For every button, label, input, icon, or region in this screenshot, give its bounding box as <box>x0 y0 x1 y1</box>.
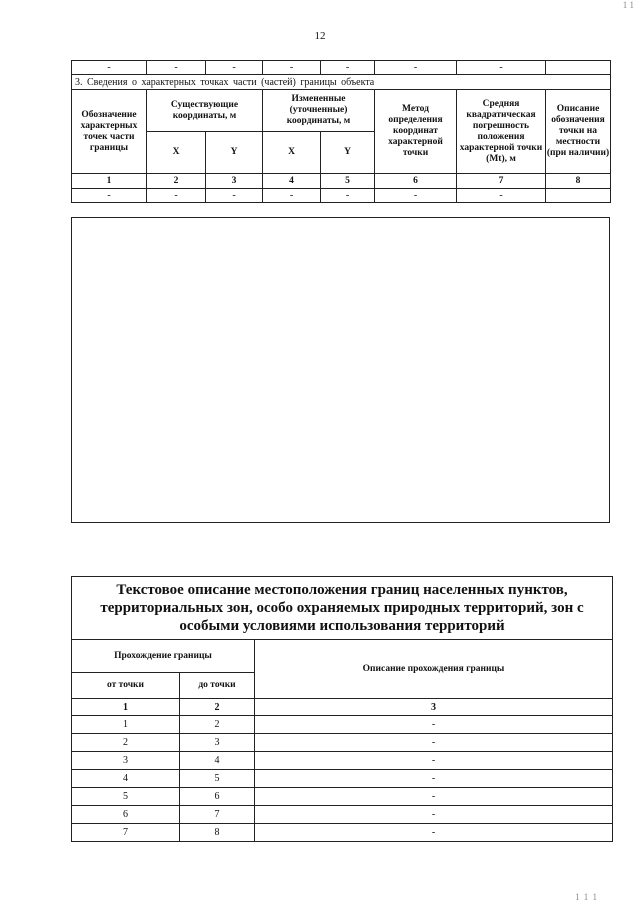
table-row <box>72 770 613 788</box>
from-cell: 6 <box>72 806 180 824</box>
table-cell: - <box>206 61 263 75</box>
header-mean-error: Средняя квадратическая погрешность положения характерной точки (Mt), м <box>457 90 546 174</box>
table-row <box>72 788 613 806</box>
table-cell: - <box>375 61 457 75</box>
description-cell: - <box>255 788 613 806</box>
table-cell: - <box>206 189 263 203</box>
header-description: Описание обозначения точки на местности (при наличии) <box>546 90 611 174</box>
table-row <box>72 752 613 770</box>
header-changed-coords: Измененные (уточненные) координаты, м <box>263 90 375 132</box>
description-cell: - <box>255 824 613 842</box>
to-cell: 7 <box>180 806 255 824</box>
table-cell: - <box>321 189 375 203</box>
page-number: 12 <box>314 30 326 42</box>
description-cell: - <box>255 716 613 734</box>
header-x: X <box>147 132 206 174</box>
footer-mark: 1 1 1 <box>575 892 598 902</box>
from-cell: 5 <box>72 788 180 806</box>
description-cell: - <box>255 752 613 770</box>
table-row <box>72 61 611 75</box>
description-cell: - <box>255 770 613 788</box>
from-cell: 2 <box>72 734 180 752</box>
header-boundary-passage: Прохождение границы <box>72 640 255 673</box>
table-cell <box>546 189 611 203</box>
header-designation: Обозначение характерных точек части границы <box>72 90 147 174</box>
table-row <box>72 189 611 203</box>
description-cell: - <box>255 734 613 752</box>
corner-mark: 1 1 <box>622 0 634 10</box>
to-cell: 3 <box>180 734 255 752</box>
column-number: 1 <box>72 174 147 189</box>
column-numbers-row <box>72 699 613 716</box>
from-cell: 3 <box>72 752 180 770</box>
to-cell: 2 <box>180 716 255 734</box>
from-cell: 4 <box>72 770 180 788</box>
header-existing-coords: Существующие координаты, м <box>147 90 263 132</box>
table-cell: - <box>457 189 546 203</box>
column-number: 2 <box>180 699 255 716</box>
header-from-point: от точки <box>72 673 180 699</box>
table-cell: - <box>147 61 206 75</box>
to-cell: 6 <box>180 788 255 806</box>
column-number: 2 <box>147 174 206 189</box>
points-table <box>71 60 611 203</box>
header-x: X <box>263 132 321 174</box>
table-row <box>72 734 613 752</box>
table-cell: - <box>263 189 321 203</box>
from-cell: 7 <box>72 824 180 842</box>
header-y: Y <box>321 132 375 174</box>
from-cell: 1 <box>72 716 180 734</box>
description-cell: - <box>255 806 613 824</box>
empty-box <box>71 217 610 523</box>
column-number: 1 <box>72 699 180 716</box>
table-cell: - <box>72 189 147 203</box>
table-cell: - <box>263 61 321 75</box>
column-number: 6 <box>375 174 457 189</box>
column-number: 3 <box>255 699 613 716</box>
column-number: 8 <box>546 174 611 189</box>
to-cell: 4 <box>180 752 255 770</box>
table-title: Текстовое описание местоположения границ населенных пунктов, территориальных зон, особо охраняемых природных территорий, зон с особыми условиями использования территорий <box>72 577 613 640</box>
section-title: 3. Сведения о характерных точках части (частей) границы объекта <box>72 75 611 90</box>
table-row <box>72 824 613 842</box>
to-cell: 8 <box>180 824 255 842</box>
header-y: Y <box>206 132 263 174</box>
header-method: Метод определения координат характерной точки <box>375 90 457 174</box>
table-cell: - <box>147 189 206 203</box>
column-number: 4 <box>263 174 321 189</box>
table-cell: - <box>321 61 375 75</box>
header-to-point: до точки <box>180 673 255 699</box>
column-number: 7 <box>457 174 546 189</box>
table-row <box>72 806 613 824</box>
table-cell: - <box>375 189 457 203</box>
table-cell: - <box>72 61 147 75</box>
column-numbers-row <box>72 174 611 189</box>
table-cell: - <box>457 61 546 75</box>
boundary-description-table <box>71 576 613 842</box>
column-number: 5 <box>321 174 375 189</box>
table-cell <box>546 61 611 75</box>
table-row <box>72 716 613 734</box>
column-number: 3 <box>206 174 263 189</box>
to-cell: 5 <box>180 770 255 788</box>
header-description: Описание прохождения границы <box>255 640 613 699</box>
